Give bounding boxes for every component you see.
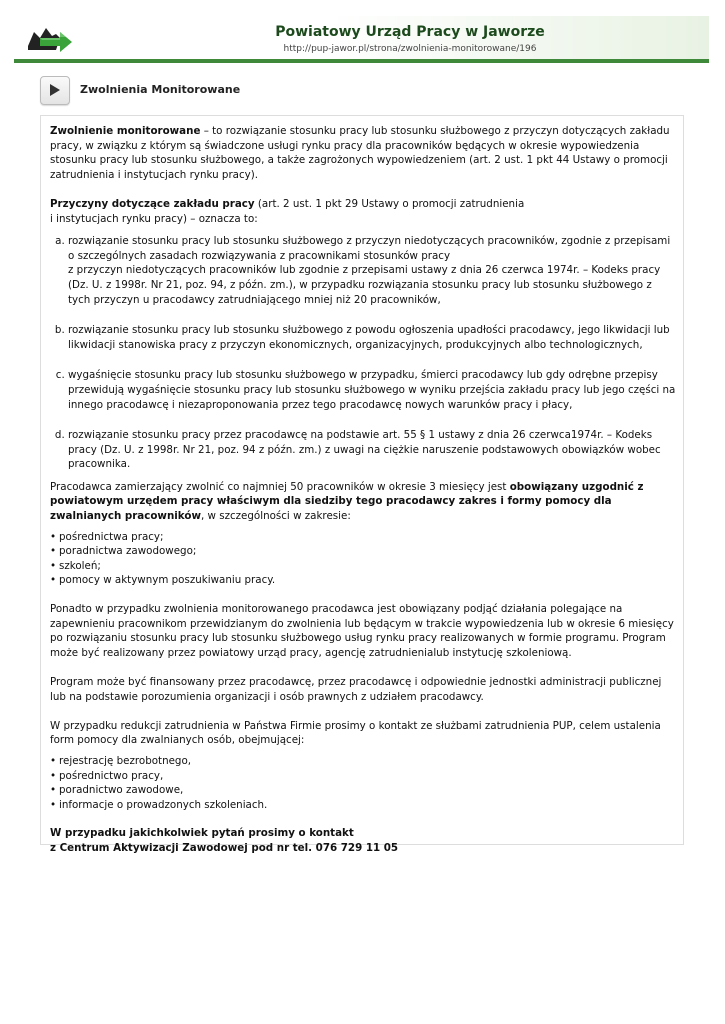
list-item: • poradnictwo zawodowe,: [59, 783, 676, 798]
funding-paragraph: Program może być finansowany przez pracodawcę, przez pracodawcę i odpowiednie jednostki administracji publicznej lub na podstawie porozumienia organizacji i osób prawnych z udziałem pracodawcy.: [50, 676, 662, 703]
page-url: http://pup-jawor.pl/strona/zwolnienia-monitorowane/196: [283, 44, 537, 54]
obligation-paragraph: Pracodawca zamierzający zwolnić co najmniej 50 pracowników w okresie 3 miesięcy jest obowiązany uzgodnić z powiatowym urzędem pracy właściwym dla siedziby tego pracodawcy zakres i formy pomocy dla zwalnianych pracowników, w szczególności w zakresie:: [50, 480, 644, 523]
section-title: Zwolnienia Monitorowane: [80, 83, 241, 96]
causes-line1: (art. 2 ust. 1 pkt 29 Ustawy o promocji zatrudnienia: [254, 197, 525, 210]
causes-term: Przyczyny dotyczące zakładu pracy: [50, 197, 255, 210]
article-body: [50, 124, 676, 870]
scope-list: [50, 530, 676, 588]
logo-arrow-icon[interactable]: [26, 24, 74, 54]
header-divider: [14, 59, 709, 63]
intro-term: Zwolnienie monitorowane: [50, 125, 201, 137]
section-button[interactable]: [40, 76, 70, 105]
contact-paragraph: W przypadku redukcji zatrudnienia w Państwa Firmie prosimy o kontakt ze służbami zatrudnienia PUP, celem ustalenia form pomocy dla zwalnianych osób, obejmującej:: [50, 719, 661, 747]
causes-paragraph: [50, 197, 676, 226]
list-item: • pośrednictwo pracy,: [59, 769, 676, 784]
list-item: • poradnictwa zawodowego;: [59, 544, 676, 559]
list-item: • szkoleń;: [59, 559, 676, 574]
list-item: a. rozwiązanie stosunku pracy lub stosunku służbowego z przyczyn niedotyczących pracowników, zgodnie z przepisami o szczególnych zasadach rozwiązywania z pracownikami stosunków pracy z przyczyn niedotyczących pracowników lub zgodnie z przepisami ustawy z dnia 26 czerwca 1974r. – Kodeks pracy (Dz. U. z 1998r. Nr 21, poz. 94, z późn. zm.), w przypadku rozwiązania stosunku pracy lub stosunku służbowego z tych przyczyn u pracodawcy zatrudniającego mniej niż 20 pracowników,: [68, 234, 676, 307]
closing-note: W przypadku jakichkolwiek pytań prosimy o kontakt z Centrum Aktywizacji Zawodowej pod nr tel. 076 729 11 05: [50, 827, 399, 854]
list-item: d. rozwiązanie stosunku pracy przez pracodawcę na podstawie art. 55 § 1 ustawy z dnia 26 czerwca1974r. – Kodeks pracy (Dz. U. z 1998r. Nr 21, poz. 94 z późn. zm.) z uwagi na ciężkie naruszenie podstawowych obowiązków wobec pracownika.: [68, 428, 676, 472]
program-paragraph: Ponadto w przypadku zwolnienia monitorowanego pracodawca jest obowiązany podjąć działania polegające na zapewnieniu pracownikom przewidzianym do zwolnienia lub będącym w trakcie wypowiedzenia lub w okresie 6 miesięcy po rozwiązaniu stosunku pracy lub stosunku służbowego usług rynku pracy realizowanych w formie programu. Program może być realizowany przez powiatowy urząd pracy, agencję zatrudnienialub instytucję szkoleniową.: [50, 603, 674, 659]
list-item: • rejestrację bezrobotnego,: [59, 754, 676, 769]
intro-text: – to rozwiązanie stosunku pracy lub stosunku służbowego z przyczyn dotyczących zakładu pracy, w związku z którym są świadczone usługi rynku pracy dla pracowników będących w okresie wypowiedzenia stosunku pracy lub stosunku służbowego, a także zagrożonych wypowiedzeniem (art. 2 ust. 1 pkt 44 Ustawy o promocji zatrudnienia i instytucjach rynku pracy).: [50, 125, 670, 181]
help-list: [50, 754, 676, 812]
list-item: • pośrednictwa pracy;: [59, 530, 676, 545]
causes-list: [50, 234, 676, 472]
play-arrow-icon: [50, 84, 60, 96]
causes-line2: i instytucjach rynku pracy) – oznacza to:: [50, 212, 258, 225]
list-item: • informacje o prowadzonych szkoleniach.: [59, 798, 676, 813]
list-item: b. rozwiązanie stosunku pracy lub stosunku służbowego z powodu ogłoszenia upadłości pracodawcy, jego likwidacji lub likwidacji stanowiska pracy z przyczyn ekonomicznych, organizacyjnych, produkcyjnych albo technologicznych,: [68, 323, 676, 352]
list-item: c. wygaśnięcie stosunku pracy lub stosunku służbowego w przypadku, śmierci pracodawcy lub gdy odrębne przepisy przewidują wygaśnięcie stosunku pracy lub stosunku służbowego w wyniku przejścia zakładu pracy lub jego części na innego pracodawcę i niezaproponowania przez tego pracodawcę nowych warunków pracy i płacy,: [68, 368, 676, 412]
intro-paragraph: [50, 124, 676, 182]
list-item: • pomocy w aktywnym poszukiwaniu pracy.: [59, 573, 676, 588]
site-title: Powiatowy Urząd Pracy w Jaworze: [275, 24, 545, 40]
